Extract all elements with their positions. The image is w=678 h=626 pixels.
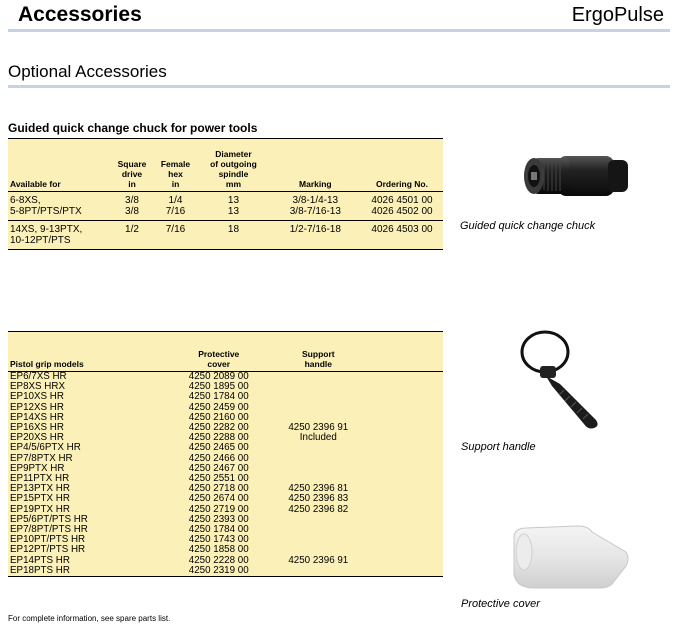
support-handle-image [512, 328, 604, 430]
cell-cover: 4250 2466 00 [188, 452, 249, 464]
cell-model: EP19PTX HR [10, 503, 70, 515]
cell-model: EP15PTX HR [10, 493, 70, 505]
col-marking: Marking [299, 179, 332, 189]
cell-handle: 4250 2396 91 [288, 554, 349, 566]
cell-cover: 4250 1858 00 [188, 544, 249, 556]
cell-handle [274, 535, 362, 545]
cell-cover: 4250 1895 00 [188, 381, 249, 393]
cell-cover: 4250 2319 00 [188, 564, 249, 576]
header-divider [8, 29, 670, 32]
cell-model: EP7/8PTX HR [10, 452, 73, 464]
col-available-for: Available for [10, 179, 61, 189]
cell-handle: 4250 2396 83 [288, 493, 349, 505]
cell-handle [274, 403, 362, 413]
cell-cover: 4250 2551 00 [188, 473, 249, 485]
table-row [8, 192, 443, 221]
cell-cover: 4250 2718 00 [188, 483, 249, 495]
cell-diameter: 13 13 [227, 195, 240, 217]
cell-marking: 3/8-1/4-13 3/8-7/16-13 [289, 195, 341, 217]
pistol-table-header [8, 332, 443, 372]
cell-cover: 4250 2719 00 [188, 503, 249, 515]
cell-model: EP11PTX HR [10, 473, 70, 485]
chuck-table-header [8, 139, 443, 192]
cell-model: EP14PTS HR [10, 554, 70, 566]
cell-handle [274, 515, 362, 525]
chuck-table [8, 138, 443, 250]
cell-model: EP16XS HR [10, 422, 64, 434]
cell-handle [274, 525, 362, 535]
cell-model: EP7/8PT/PTS HR [10, 524, 88, 536]
col-diameter: Diameter of outgoing spindle mm [210, 149, 257, 189]
cell-cover: 4250 2674 00 [188, 493, 249, 505]
cell-order: 4026 4501 00 4026 4502 00 [371, 195, 433, 217]
col-ordering-no: Ordering No. [376, 179, 428, 189]
section-title: Optional Accessories [8, 62, 167, 81]
cell-model: EP13PTX HR [10, 483, 70, 495]
cell-diameter: 18 [227, 224, 240, 235]
footnote: For complete information, see spare parts list. [8, 614, 171, 623]
cell-cover: 4250 2228 00 [188, 554, 249, 566]
quick-change-chuck-image [520, 150, 630, 202]
col-spacer [362, 332, 443, 372]
cell-cover: 4250 1743 00 [188, 534, 249, 546]
cell-hex: 1/4 7/16 [165, 195, 186, 217]
page-title: Accessories [18, 3, 142, 26]
col-pistol-models: Pistol grip models [10, 359, 84, 369]
support-handle-caption: Support handle [461, 441, 536, 453]
protective-cover-image [508, 522, 632, 590]
table-row [8, 566, 443, 577]
cell-handle [274, 382, 362, 392]
chuck-caption: Guided quick change chuck [460, 220, 596, 232]
cell-model: EP18PTS HR [10, 564, 70, 576]
cell-cover: 4250 1784 00 [188, 524, 249, 536]
cell-cover: 4250 2459 00 [188, 401, 249, 413]
cell-cover: 4250 2467 00 [188, 462, 249, 474]
cell-square: 1/2 [125, 224, 139, 235]
cell-order: 4026 4503 00 [371, 224, 433, 235]
cell-model: EP12XS HR [10, 401, 64, 413]
col-protective-cover: Protective cover [198, 349, 240, 369]
cell-handle: Included [299, 432, 337, 444]
cell-cover: 4250 2282 00 [188, 422, 249, 434]
cell-cover: 4250 2288 00 [188, 432, 249, 444]
cell-handle [274, 372, 362, 383]
cell-model: EP10PT/PTS HR [10, 534, 86, 546]
chuck-table-title: Guided quick change chuck for power tools [8, 121, 258, 135]
cell-cover: 4250 2160 00 [188, 411, 249, 423]
cell-cover: 4250 1784 00 [188, 391, 249, 403]
cell-cover: 4250 2465 00 [188, 442, 249, 454]
protective-cover-caption: Protective cover [461, 598, 540, 610]
cell-model: EP5/6PT/PTS HR [10, 513, 88, 525]
table-row [8, 221, 443, 250]
cell-handle [274, 464, 362, 474]
cell-model: EP12PT/PTS HR [10, 544, 86, 556]
pistol-grip-table [8, 331, 443, 577]
cell-handle [274, 443, 362, 453]
col-support-handle: Support handle [302, 349, 335, 369]
brand-name: ErgoPulse [571, 4, 664, 26]
cell-model: EP6/7XS HR [10, 371, 67, 382]
cell-model: EP9PTX HR [10, 462, 65, 474]
col-square-drive: Square drive in [117, 159, 147, 189]
cell-cover: 4250 2089 00 [188, 371, 249, 382]
cell-handle [274, 566, 362, 577]
cell-model: EP8XS HRX [10, 381, 65, 393]
cell-handle: 4250 2396 81 [288, 483, 349, 495]
cell-model: EP4/5/6PTX HR [10, 442, 81, 454]
cell-handle [274, 454, 362, 464]
col-female-hex: Female hex in [160, 159, 191, 189]
section-divider [8, 85, 670, 88]
cell-available: 6-8XS, 5-8PT/PTS/PTX [10, 195, 82, 217]
cell-model: EP14XS HR [10, 411, 64, 423]
cell-marking: 1/2-7/16-18 [289, 224, 341, 235]
cell-available: 14XS, 9-13PTX, 10-12PT/PTS [10, 224, 83, 246]
cell-hex: 7/16 [165, 224, 186, 235]
cell-handle: 4250 2396 91 [288, 422, 349, 434]
cell-model: EP10XS HR [10, 391, 64, 403]
cell-square: 3/8 3/8 [125, 195, 139, 217]
cell-handle: 4250 2396 82 [288, 503, 349, 515]
cell-model: EP20XS HR [10, 432, 64, 444]
cell-handle [274, 392, 362, 402]
cell-cover: 4250 2393 00 [188, 513, 249, 525]
